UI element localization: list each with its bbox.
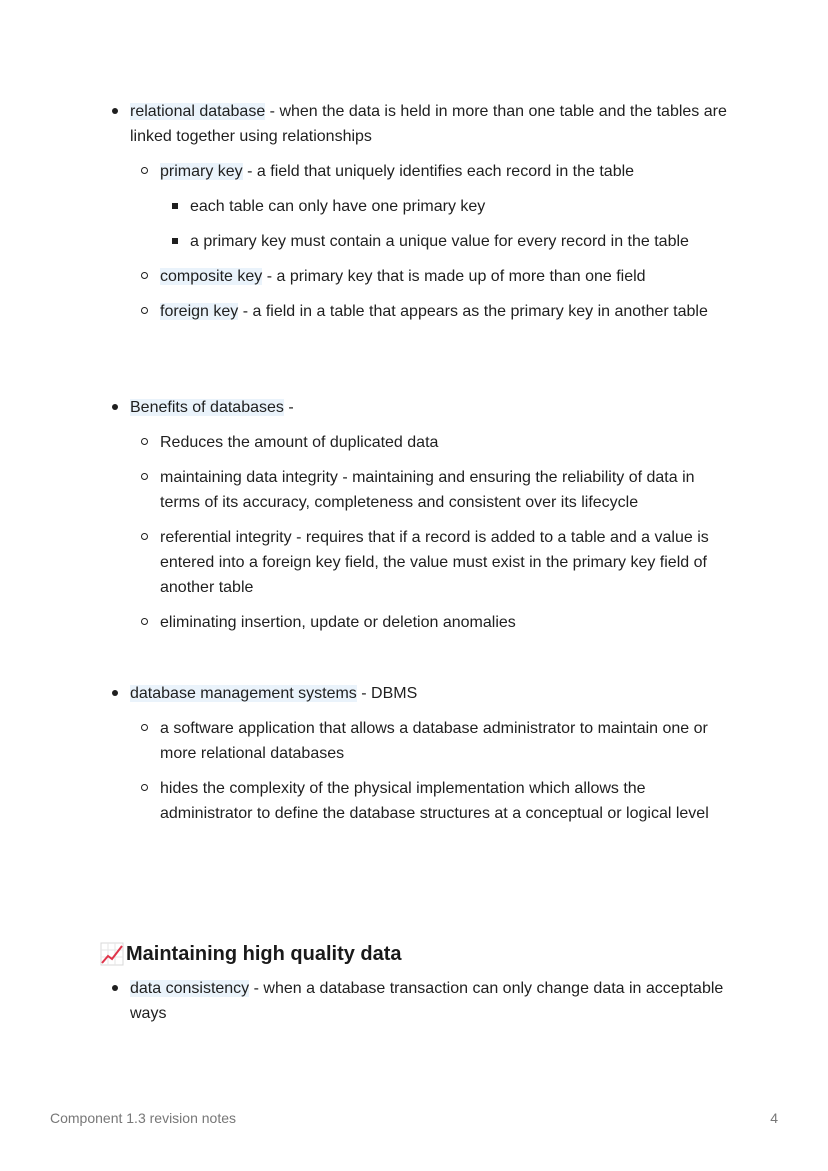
- list-item-text: Reduces the amount of duplicated data: [160, 434, 439, 451]
- circle-bullet: [141, 438, 148, 445]
- circle-bullet: [141, 473, 148, 480]
- relational-database-section: [0, 99, 828, 324]
- term-composite-key: composite key: [160, 268, 263, 285]
- definition-text: - DBMS: [356, 685, 418, 702]
- list-item: [0, 465, 828, 515]
- list-item: [0, 194, 828, 219]
- disc-bullet: [112, 404, 118, 410]
- section-heading: [100, 940, 402, 968]
- definition-text: - when a database transaction can only change data in acceptable ways: [130, 980, 724, 1022]
- term-data-consistency: data consistency: [130, 980, 250, 997]
- list-item: [0, 681, 828, 706]
- square-bullet: [172, 238, 178, 244]
- footer-title: Component 1.3 revision notes: [50, 1110, 236, 1126]
- list-item: [0, 264, 828, 289]
- definition-text: - a field in a table that appears as the primary key in another table: [238, 303, 708, 320]
- term-primary-key: primary key: [160, 163, 243, 180]
- list-item: [0, 525, 828, 600]
- benefits-section: [0, 395, 828, 635]
- square-bullet: [172, 203, 178, 209]
- list-item-text: referential integrity - requires that if a record is added to a table and a value is entered into a foreign key field, the value must exist in the primary key field of another table: [160, 529, 709, 596]
- list-item-text: hides the complexity of the physical implementation which allows the administrator to define the database structures at a conceptual or logical level: [160, 780, 709, 822]
- definition-text: - a field that uniquely identifies each record in the table: [242, 163, 635, 180]
- list-item: [0, 430, 828, 455]
- circle-bullet: [141, 167, 148, 174]
- circle-bullet: [141, 784, 148, 791]
- circle-bullet: [141, 272, 148, 279]
- heading-text: Maintaining high quality data: [126, 943, 402, 965]
- definition-text: -: [283, 399, 294, 416]
- list-item-text: a primary key must contain a unique value for every record in the table: [190, 233, 689, 250]
- list-item: [0, 159, 828, 184]
- term-dbms: database management systems: [130, 685, 357, 702]
- list-item-text: a software application that allows a database administrator to maintain one or more relational databases: [160, 720, 708, 762]
- dbms-section: [0, 681, 828, 826]
- circle-bullet: [141, 724, 148, 731]
- data-quality-section: [0, 976, 828, 1026]
- circle-bullet: [141, 533, 148, 540]
- list-item: [0, 99, 828, 149]
- list-item: [0, 610, 828, 635]
- list-item: [0, 776, 828, 826]
- list-item-text: each table can only have one primary key: [190, 198, 486, 215]
- disc-bullet: [112, 985, 118, 991]
- circle-bullet: [141, 618, 148, 625]
- list-item-text: maintaining data integrity - maintaining and ensuring the reliability of data in terms of its accuracy, completeness and consistent over its lifecycle: [160, 469, 695, 511]
- list-item-text: eliminating insertion, update or deletion anomalies: [160, 614, 516, 631]
- definition-text: - a primary key that is made up of more than one field: [262, 268, 646, 285]
- page-number: 4: [770, 1110, 778, 1126]
- list-item: [0, 299, 828, 324]
- list-item: [0, 976, 828, 1026]
- list-item: [0, 716, 828, 766]
- disc-bullet: [112, 108, 118, 114]
- list-item: [0, 229, 828, 254]
- term-foreign-key: foreign key: [160, 303, 239, 320]
- circle-bullet: [141, 307, 148, 314]
- chart-increasing-icon: [100, 942, 124, 966]
- list-item: [0, 395, 828, 420]
- disc-bullet: [112, 690, 118, 696]
- term-relational-database: relational database: [130, 103, 266, 120]
- definition-text: - when the data is held in more than one table and the tables are linked together using relationships: [130, 103, 727, 145]
- term-benefits: Benefits of databases: [130, 399, 284, 416]
